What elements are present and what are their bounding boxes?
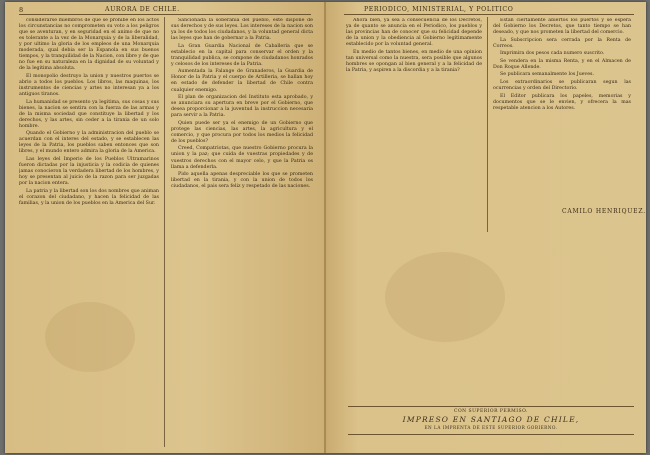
paragraph: Se publicara semanalmente los Jueves. — [500, 72, 595, 78]
header-rule — [19, 14, 311, 15]
paragraph: Aumentada la Falange de Granaderos, la Guardia de Honor de la Patria y el cuerpo de Artilleria, se hallan hoy en estado de defender la libertad de Chile contra cualquier enemigo. — [171, 69, 313, 93]
paragraph: Quando el Gobierno y la administracion del pueblo se acuerdan con el interes del estado, y se establecen las leyes de la Patria, los pueblos saben entonces que son libres, y el mundo entero admira la gloria de la America. — [19, 131, 159, 155]
paragraph: La Subscripcion sera cerrada por la Renta de Correos. — [493, 37, 631, 49]
paragraph: Ahora bien, ya sea a consecuencia de los Decretos, ya de quanto se anuncia en el Periodico, los pueblos y las provincias han de conocer que su felicidad depende de la union y la obediencia al Gobierno legitimamente establecido por la voluntad general. — [346, 18, 482, 48]
paragraph: La Gran Guardia Nacional de Caballeria que se establecio en la capital para conservar el orden y la tranquilidad publica, se compone de ciudadanos honrados y celosos de los intereses de la Patria. — [171, 43, 313, 67]
paragraph: Creed, Compatriotas, que nuestro Gobierno procura la union y la paz; que cuida de vuestras propiedades y de vuestros derechos con el mayor celo, y que la Patria os llama a defenderla. — [171, 146, 313, 170]
colophon-rule-bottom — [348, 434, 634, 435]
page-number: 8 — [19, 6, 24, 14]
editor-signature: CAMILO HENRIQUEZ. — [562, 208, 646, 215]
paragraph: El monopolio destruyo la union y nuestros puertos se abrio a todos los pueblos. Los libros, las maquinas, los instrumentos de ciencias y artes no interesan ya a los antiguos tiranos. — [19, 73, 159, 98]
paragraph: La humanidad se presento ya legitima, sus cosas y sus bienes, la nacion se sentira con la fuerza de las armas y de la misma sociedad que constituye la libertad y los derechos, y las artes, sin ceder a la tirania de un solo hombre. — [19, 99, 159, 129]
paragraph: El Editor publicara los papeles, memorias y documentos que se le envien, y ofrecera la mas respetable atencion a los Autores. — [493, 93, 631, 111]
paragraph: Las leyes del Imperio de los Pueblos Ultramarinos fueron dictadas por la injusticia y la codicia de quienes jamas conocieron la verdadera libertad de los hombres, y hoy se presentan al juicio de la razon para ser juzgadas por la nacion entera. — [19, 157, 159, 187]
paragraph: La patria y la libertad son los dos nombres que animan el corazon del ciudadano, y hacen la felicidad de las familias, y la union de los pueblos en la America del Sur. — [19, 188, 159, 206]
right-page — [326, 2, 646, 453]
right-column-1 — [346, 18, 482, 240]
paper-stain — [385, 252, 505, 342]
paragraph: El plan de organizacion del Instituto esta aprobado, y se anunciara su apertura en breve por el Gobierno, que desea proporcionar a la juventud la instruccion necesaria para servir a la Patria. — [171, 95, 313, 119]
right-column-2 — [493, 18, 631, 218]
paragraph: Imprimira dos pesos cada numero suscrito. — [500, 51, 605, 57]
running-head-right: PERIODICO, MINISTERIAL, Y POLITICO — [364, 6, 514, 13]
permission-line: CON SUPERIOR PERMISO. — [454, 409, 528, 414]
paragraph: Estan ciertamente abiertos los puertos y se espera del Gobierno los Decretos, que tanto tiempo se han deseado, y que nos prometen la libertad del comercio. — [493, 18, 631, 36]
newspaper-spread — [5, 2, 646, 453]
left-page — [5, 2, 325, 453]
column-divider — [164, 17, 165, 447]
running-head-left: AURORA DE CHILE. — [105, 6, 180, 13]
colophon-rule-top — [348, 406, 634, 407]
paragraph: Los extraordinarios se publicaran segun las ocurrencias y orden del Directorio. — [493, 79, 631, 91]
paragraph: En medio de tantos bienes, en medio de una opinion tan universal como la nuestra, sera posible que algunos hombres se opongan al bien general y a la felicidad de la Patria, y aspiren a la discordia y a la tirania? — [346, 49, 482, 73]
left-column-1 — [19, 18, 159, 448]
paper-stain — [45, 302, 135, 372]
paragraph: Quien puede ser ya el enemigo de un Gobierno que protege las ciencias, las artes, la agricultura y el comercio, y que procura por todos los medios la felicidad de los pueblos? — [171, 120, 313, 144]
colophon — [348, 409, 634, 430]
paragraph: considerarse miembros de que se prohibe en los actos los circunstancias no comprometen su voto a los peligros que se aventuran, y en seguridad en el animo de que no es tolerante a la vez de la Monarquia y de la liberalidad, y por ultimo la gloria de los empleos de una Monarquia moderada, qual debia ser la Espanola en sus buenos tiempos, y la tranquilidad de la Nacion, con libre y de que no fue en su naturaleza en la dignidad de su voluntad y de la legitima absoluta. — [19, 18, 159, 72]
paragraph: Pido aquella apenas despreciable los que se prometen libertad en la tirania, y con la union de todos los ciudadanos, el pais sera feliz y respetado de las naciones. — [171, 172, 313, 190]
paragraph: Se vendera en la misma Renta, y en el Almacen de Don Roque Allende. — [493, 58, 631, 70]
header-rule — [344, 14, 634, 15]
printed-in-line: IMPRESO EN SANTIAGO DE CHILE, — [402, 415, 580, 424]
left-column-2 — [171, 18, 313, 326]
printer-line: EN LA IMPRENTA DE ESTE SUPERIOR GOBIERNO. — [424, 425, 558, 430]
column-divider — [487, 17, 488, 232]
paragraph: Sancionada la soberania del pueblo, este dispone de sus derechos y de sus leyes. Los intereses de la nacion son ya los de todos los ciudadanos, y la voluntad general dicta las leyes que han de gobernar a la Patria. — [171, 18, 313, 42]
